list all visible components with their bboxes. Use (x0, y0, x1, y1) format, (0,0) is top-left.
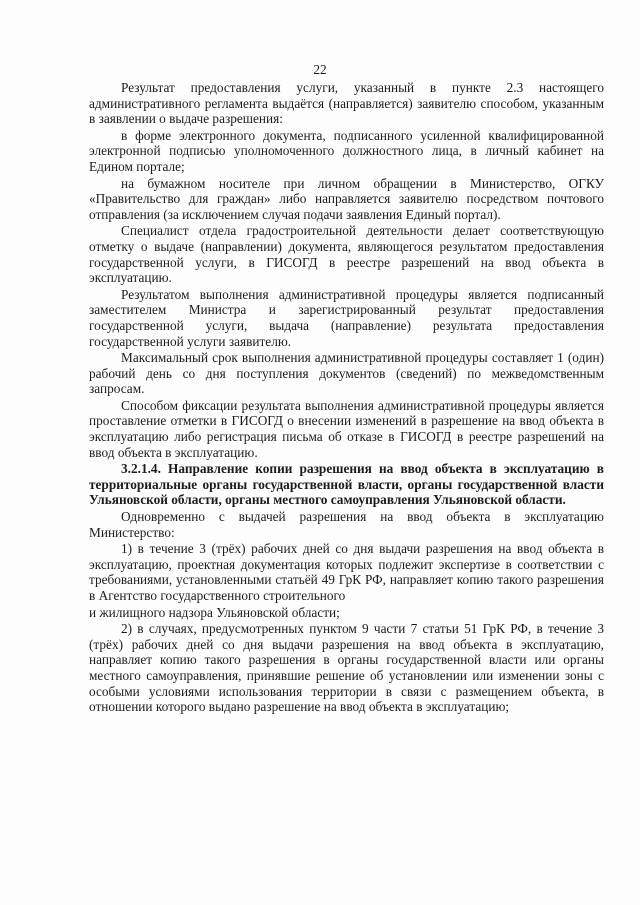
list-item-1-continuation: и жилищного надзора Ульяновской области; (89, 604, 340, 620)
paragraph-specialist-mark: Специалист отдела градостроительной деятельности делает соответствующую отметку о выдаче (направлении) документа, являющегося результатом предоставления государственной услуги, в ГИСОГД в реестре разрешений на ввод объекта в эксплуатацию. (89, 223, 604, 286)
list-item-1: 1) в течение 3 (трёх) рабочих дней со дня выдачи разрешения на ввод объекта в эксплуатацию, проектная документация которых подлежит экспертизе в соответствии с требованиями, установленными статьёй 49 ГрК РФ, направляет копию такого разрешения в Агентство государственного строительного (89, 541, 604, 603)
paragraph-electronic-form: в форме электронного документа, подписанного усиленной квалифицированной электронной подписью уполномоченного должностного лица, в личный кабинет на Едином портале; (89, 127, 604, 174)
document-body (89, 80, 604, 716)
paragraph-simultaneously: Одновременно с выдачей разрешения на ввод объекта в эксплуатацию Министерство: (89, 509, 604, 540)
paragraph-result-delivery: Результат предоставления услуги, указанный в пункте 2.3 настоящего административного регламента выдаётся (направляется) заявителю способом, указанным в заявлении о выдаче разрешения: (89, 80, 604, 127)
paragraph-procedure-result: Результатом выполнения административной процедуры является подписанный заместителем Министра и зарегистрированный результат предоставления государственной услуги, выдача (направление) результата предоставления государственной услуги заявителю. (89, 286, 604, 349)
paragraph-fixation-method: Способом фиксации результата выполнения административной процедуры является проставление отметки в ГИСОГД о внесении изменений в разрешение на ввод объекта в эксплуатацию либо регистрация письма об отказе в ГИСОГД в реестре разрешений на ввод объекта в эксплуатацию. (89, 397, 604, 460)
paragraph-paper-form: на бумажном носителе при личном обращении в Министерство, ОГКУ «Правительство для граждан» либо направляется заявителю посредством почтового отправления (за исключением случая подачи заявления Единый портал). (89, 175, 604, 222)
page-number: 22 (313, 62, 327, 77)
list-item-2: 2) в случаях, предусмотренных пунктом 9 части 7 статьи 51 ГрК РФ, в течение 3 (трёх) рабочих дней со дня выдачи разрешения на ввод объекта в эксплуатацию, направляет копию такого разрешения в органы государственной власти или органы местного самоуправления, принявшие решение об установлении или изменении зоны с особыми условиями использования территории в связи с размещением объекта, в отношении которого выдано разрешение на ввод объекта в эксплуатацию; (89, 621, 604, 715)
section-heading-3-2-1-4: 3.2.1.4. Направление копии разрешения на ввод объекта в эксплуатацию в территориальные органы государственной власти, органы государственной власти Ульяновской области, органы местного самоуправления Ульяновской области. (89, 461, 604, 508)
paragraph-max-duration: Максимальный срок выполнения административной процедуры составляет 1 (один) рабочий день со дня поступления документов (сведений) по межведомственным запросам. (89, 350, 604, 397)
